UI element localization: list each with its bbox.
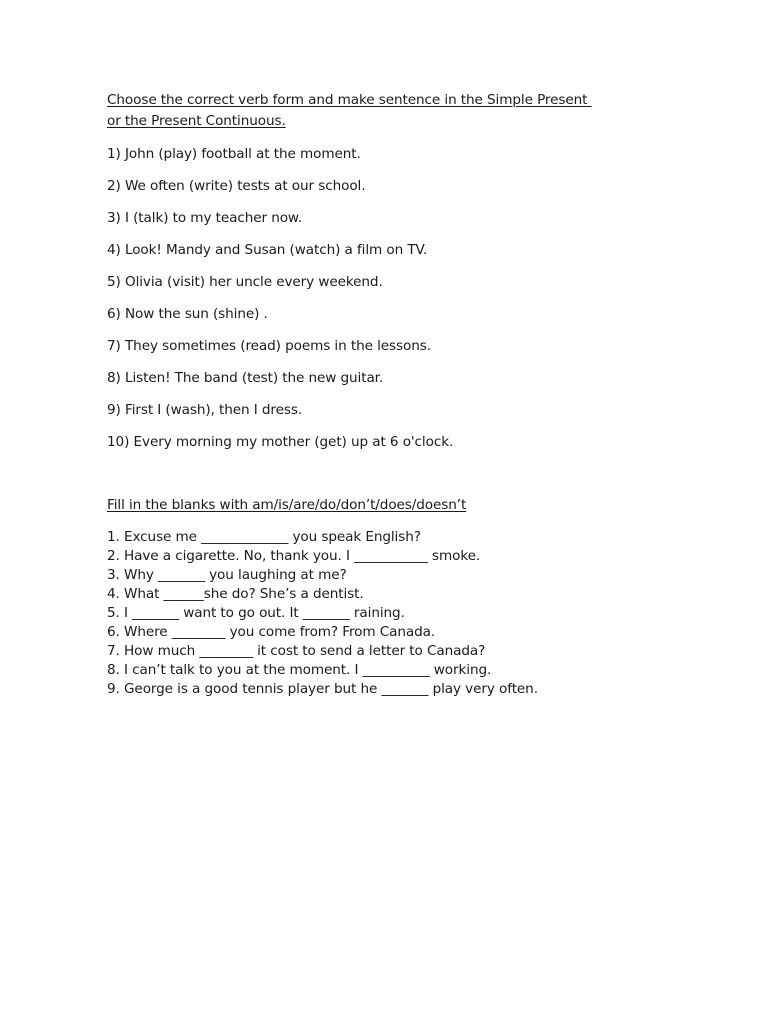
blank-item: 2. Have a cigarette. No, thank you. I ___________ smoke. bbox=[107, 548, 481, 564]
verb-form-exercise-list bbox=[107, 144, 453, 464]
exercise-item: 7) They sometimes (read) poems in the lessons. bbox=[107, 338, 431, 354]
blank-item: 7. How much ________ it cost to send a letter to Canada? bbox=[107, 643, 486, 659]
blank-item: 6. Where ________ you come from? From Canada. bbox=[107, 624, 436, 640]
exercise-item: 1) John (play) football at the moment. bbox=[107, 146, 361, 162]
exercise-item: 4) Look! Mandy and Susan (watch) a film on TV. bbox=[107, 242, 428, 258]
exercise-item: 8) Listen! The band (test) the new guitar. bbox=[107, 370, 384, 386]
blank-item: 5. I _______ want to go out. It _______ raining. bbox=[107, 605, 405, 621]
section-1-heading-line-2: or the Present Continuous. bbox=[107, 113, 286, 129]
section-1-heading bbox=[107, 90, 667, 132]
blank-item: 9. George is a good tennis player but he _______ play very often. bbox=[107, 681, 538, 697]
fill-in-blanks-list bbox=[107, 528, 538, 699]
exercise-item: 2) We often (write) tests at our school. bbox=[107, 178, 366, 194]
exercise-item: 10) Every morning my mother (get) up at 6 o'clock. bbox=[107, 434, 454, 450]
section-2-heading: Fill in the blanks with am/is/are/do/don’t/does/doesn’t bbox=[107, 497, 467, 513]
exercise-item: 9) First I (wash), then I dress. bbox=[107, 402, 303, 418]
blank-item: 1. Excuse me _____________ you speak English? bbox=[107, 529, 421, 545]
section-1-heading-line-1: Choose the correct verb form and make sentence in the Simple Present bbox=[107, 92, 592, 108]
exercise-item: 6) Now the sun (shine) . bbox=[107, 306, 268, 322]
exercise-item: 5) Olivia (visit) her uncle every weekend. bbox=[107, 274, 383, 290]
blank-item: 3. Why _______ you laughing at me? bbox=[107, 567, 347, 583]
blank-item: 4. What ______she do? She’s a dentist. bbox=[107, 586, 364, 602]
blank-item: 8. I can’t talk to you at the moment. I __________ working. bbox=[107, 662, 492, 678]
exercise-item: 3) I (talk) to my teacher now. bbox=[107, 210, 302, 226]
